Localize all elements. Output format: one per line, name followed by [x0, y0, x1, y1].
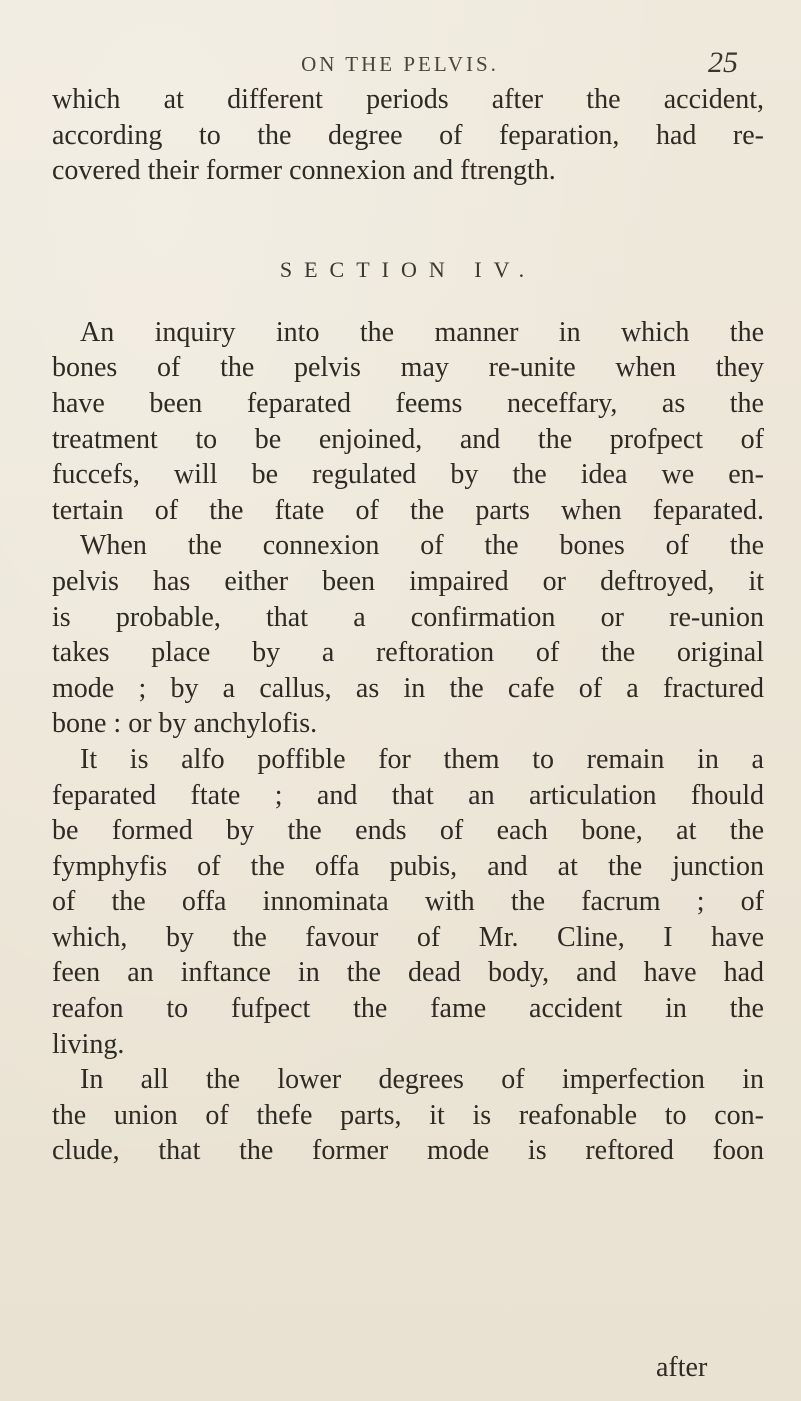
- paragraph-inquiry: [52, 315, 764, 529]
- text-line: bones of the pelvis may re-unite when they: [52, 352, 764, 384]
- text-line: which, by the favour of Mr. Cline, I have: [52, 921, 764, 953]
- paragraph-imperfection: [52, 1062, 764, 1169]
- text-line: fymphyfis of the offa pubis, and at the junction: [52, 850, 764, 882]
- running-head: ON THE PELVIS.: [301, 52, 499, 76]
- text-line: fuccefs, will be regulated by the idea we en-: [52, 459, 764, 491]
- opening-paragraph: [52, 82, 764, 189]
- paragraph-connexion: [52, 528, 764, 742]
- text-line: is probable, that a confirmation or re-union: [52, 601, 764, 633]
- section-heading: SECTION IV.: [279, 256, 537, 282]
- page-header: [0, 42, 801, 82]
- text-line: feen an inftance in the dead body, and have had: [52, 957, 764, 989]
- text-line: which at different periods after the accident,: [52, 84, 764, 115]
- text-line: be formed by the ends of each bone, at the: [52, 815, 764, 847]
- text-line: When the connexion of the bones of the: [80, 530, 764, 562]
- text-line: covered their former connexion and ftrength.: [52, 155, 556, 187]
- paragraph-articulation: [52, 742, 764, 1062]
- text-line: bone : or by anchylofis.: [52, 708, 318, 740]
- text-line: pelvis has either been impaired or deftroyed, it: [52, 565, 764, 597]
- body-text: [52, 82, 764, 1169]
- text-line: It is alfo poffible for them to remain in a: [80, 743, 764, 775]
- text-line: living.: [52, 1028, 125, 1060]
- page-number: 25: [708, 46, 738, 79]
- text-line: takes place by a reftoration of the original: [52, 637, 764, 669]
- text-line: of the offa innominata with the facrum ; of: [52, 886, 764, 918]
- text-line: according to the degree of feparation, had re-: [52, 119, 764, 151]
- text-line: treatment to be enjoined, and the profpect of: [52, 423, 764, 455]
- text-line: An inquiry into the manner in which the: [80, 316, 764, 348]
- text-line: have been feparated feems neceffary, as the: [52, 387, 764, 419]
- text-line: the union of thefe parts, it is reafonable to con-: [52, 1099, 764, 1131]
- text-line: tertain of the ftate of the parts when feparated.: [52, 494, 764, 526]
- text-line: feparated ftate ; and that an articulation fhould: [52, 779, 764, 811]
- text-line: reafon to fufpect the fame accident in the: [52, 993, 764, 1025]
- text-line: In all the lower degrees of imperfection in: [80, 1064, 764, 1096]
- text-line: clude, that the former mode is reftored foon: [52, 1135, 764, 1167]
- catchword: after: [656, 1352, 708, 1383]
- text-line: mode ; by a callus, as in the cafe of a fractured: [52, 672, 764, 704]
